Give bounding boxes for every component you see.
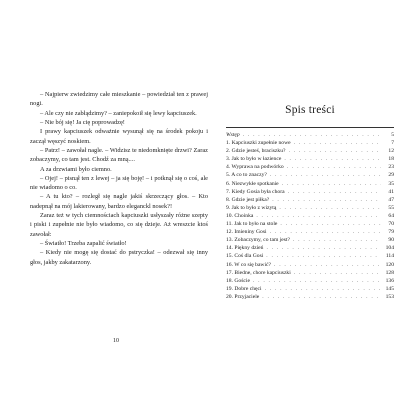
toc-leader-dots xyxy=(256,212,381,220)
toc-entry xyxy=(226,220,394,228)
toc-entry xyxy=(226,277,394,285)
paragraph: – A tu kto? – rozległ się nagle jakiś skrzeczący głos. – Kto nadepnął na mój lakierowany, bardzo eleganckl nosek?! xyxy=(30,193,208,210)
toc-entry-page: 70 xyxy=(388,221,394,228)
toc-leader-dots xyxy=(282,180,381,188)
toc-entry xyxy=(226,228,394,236)
toc-entry-label: 7. Kiedy Gosia była chora xyxy=(226,188,285,195)
toc-leader-dots xyxy=(289,147,382,155)
paragraph: – Ojej! – pisnął ten z lewej – ja się boję! – i potknął się o coś, ale nie wiadomo o co. xyxy=(30,174,208,192)
toc-entry-page: 29 xyxy=(388,172,394,179)
toc-entry-label: 14. Piękny dzień xyxy=(226,245,264,252)
toc-entry-page: 136 xyxy=(385,277,394,284)
toc-entry xyxy=(226,163,394,171)
toc-entry-page: 35 xyxy=(388,180,394,187)
toc-leader-dots xyxy=(293,236,381,244)
paragraph: – Kiedy nie mogę się dostać do pstryczka! – odezwał się inny głos, jakby zakatarzony. xyxy=(30,249,208,266)
toc-entry xyxy=(226,244,394,252)
table-of-contents xyxy=(226,104,394,301)
page-number: 10 xyxy=(113,338,119,344)
toc-leader-dots xyxy=(243,131,381,139)
toc-entry-label: 19. Dobre chęci xyxy=(226,285,262,292)
toc-entry xyxy=(226,131,394,139)
toc-entry-page: 79 xyxy=(388,229,394,236)
toc-entry-label: 4. Wyprawa na podwórko xyxy=(226,164,284,171)
toc-leader-dots xyxy=(294,139,381,147)
toc-entry xyxy=(226,269,394,277)
toc-entry xyxy=(226,236,394,244)
toc-entry xyxy=(226,252,394,260)
toc-entry-page: 64 xyxy=(388,212,394,219)
toc-entry xyxy=(226,155,394,163)
toc-leader-dots xyxy=(266,252,381,260)
toc-entry xyxy=(226,204,394,212)
toc-entry-label: 8. Gdzie jest piłka? xyxy=(226,196,270,203)
toc-entry-page: 104 xyxy=(385,245,394,252)
toc-leader-dots xyxy=(280,220,381,228)
toc-entry-label: 12. Imieniny Gosi xyxy=(226,229,267,236)
toc-list xyxy=(226,131,394,301)
toc-entry-label: 18. Goście xyxy=(226,277,250,284)
toc-leader-dots xyxy=(294,269,381,277)
toc-leader-dots xyxy=(274,261,381,269)
toc-leader-dots xyxy=(270,171,381,179)
paragraph: – Ale czy nie zabłądzimy? – zaniepokoił się lewy kapciuszek. xyxy=(40,109,197,117)
paragraph: Zaraz też w tych ciemnościach kapciuszki usłyszały różne szepty i piski i zupełnie nie było wiadomo, co się dzieje. Aż wreszcie ktoś zawołał: xyxy=(30,212,208,238)
toc-entry-page: 12 xyxy=(388,148,394,155)
toc-entry xyxy=(226,171,394,179)
toc-entry-label: Wstęp xyxy=(226,132,240,138)
toc-leader-dots xyxy=(270,228,381,236)
toc-entry-page: 18 xyxy=(388,156,394,163)
paragraph: – Najpierw zwiedzimy całe mieszkanie – powiedział ten z prawej nogi. xyxy=(30,91,208,108)
toc-entry-label: 17. Biedne, chore kapciuszki xyxy=(226,269,291,276)
toc-entry-label: 13. Zobaczymy, co tam jest? xyxy=(226,237,290,244)
toc-entry-label: 9. Jak to było z wizytą xyxy=(226,204,277,211)
toc-entry-page: 145 xyxy=(385,285,394,292)
toc-entry xyxy=(226,293,394,301)
toc-leader-dots xyxy=(284,155,381,163)
toc-divider xyxy=(226,127,394,128)
toc-entry-label: 6. Niezwykłe spotkanie xyxy=(226,180,279,187)
toc-entry-label: 1. Kapciuszki zupełnie nowe xyxy=(226,140,291,147)
toc-entry-page: 128 xyxy=(385,269,394,276)
toc-entry-page: 23 xyxy=(388,164,394,171)
toc-entry-page: 47 xyxy=(388,196,394,203)
toc-entry-page: 90 xyxy=(388,237,394,244)
toc-entry xyxy=(226,285,394,293)
toc-leader-dots xyxy=(279,204,381,212)
paragraph: – Patrz! – zawołał nagle. – Widzisz te niedomknięte drzwi? Zaraz zobaczymy, co tam jest. Chodź za mną.... xyxy=(30,146,208,164)
toc-entry-label: 20. Przyjaciele xyxy=(226,293,260,300)
toc-entry-label: 15. Coś dla Gosi xyxy=(226,253,264,260)
toc-leader-dots xyxy=(262,293,381,301)
toc-entry-label: 11. Jak to było na stole xyxy=(226,221,278,228)
toc-entry-page: 55 xyxy=(388,204,394,211)
toc-entry-page: 41 xyxy=(388,188,394,195)
toc-entry xyxy=(226,212,394,220)
paragraph: A za drzwiami było ciemno. xyxy=(40,165,112,173)
toc-entry xyxy=(226,261,394,269)
toc-entry-page: 7 xyxy=(391,140,394,147)
toc-leader-dots xyxy=(253,277,381,285)
paragraph: – Światło! Trzeba zapalić światło! xyxy=(40,240,127,247)
toc-entry xyxy=(226,147,394,155)
toc-entry-page: 120 xyxy=(385,261,394,268)
toc-entry xyxy=(226,188,394,196)
toc-entry-page: 114 xyxy=(385,253,394,260)
left-page-text xyxy=(30,90,208,267)
toc-entry-label: 2. Gdzie jesteś, braciszku? xyxy=(226,148,286,155)
toc-entry-page: 5 xyxy=(391,132,394,138)
toc-leader-dots xyxy=(287,163,381,171)
toc-leader-dots xyxy=(288,188,381,196)
paragraph: – Nie bój się! Ja cię poprowadzę! xyxy=(40,118,125,126)
toc-entry xyxy=(226,180,394,188)
toc-entry-label: 16. W co się bawić? xyxy=(226,261,271,268)
toc-leader-dots xyxy=(265,285,381,293)
toc-entry-label: 10. Choinka xyxy=(226,212,254,219)
toc-leader-dots xyxy=(266,244,381,252)
toc-title: Spis treści xyxy=(285,104,335,116)
toc-entry-label: 3. Jak to było w łazience xyxy=(226,156,282,163)
toc-leader-dots xyxy=(272,196,381,204)
toc-entry xyxy=(226,139,394,147)
paragraph: I prawy kapciuszek odważnie wysunął się na środek pokoju i zaczął węszyć noskiem. xyxy=(30,128,208,145)
toc-entry xyxy=(226,196,394,204)
toc-entry-page: 153 xyxy=(385,293,394,300)
toc-entry-label: 5. A co to znaczy? xyxy=(226,172,267,179)
